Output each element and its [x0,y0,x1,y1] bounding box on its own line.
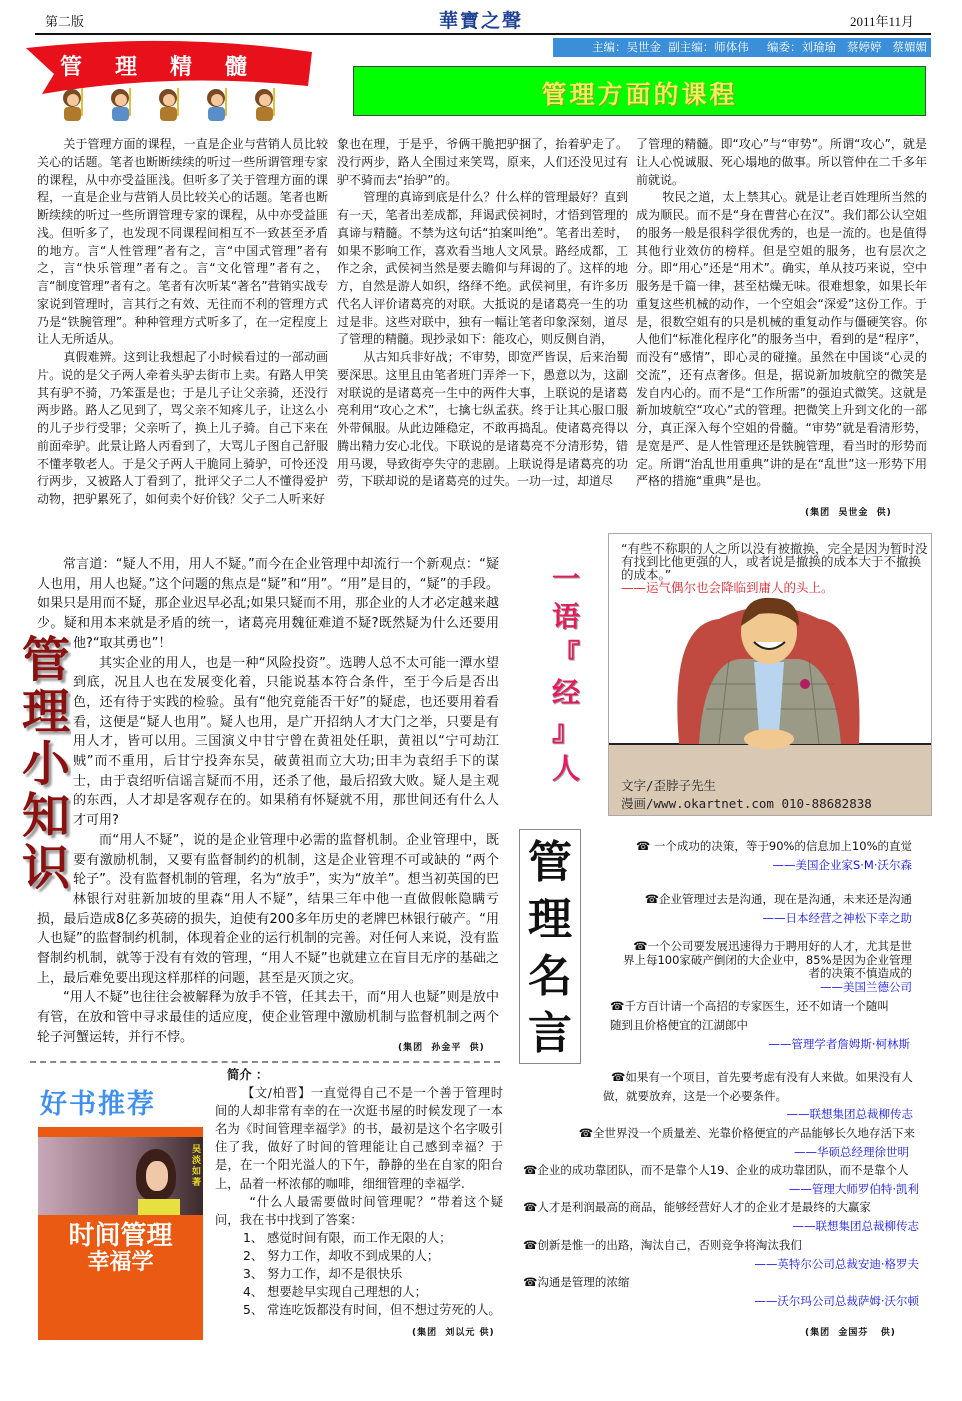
book-cover-image [38,1127,203,1340]
paragraph: 关于管理方面的课程，一直是企业与营销人员比较关心的话题。笔者也断断续续的听过一些所谓管理专家的课程，从中亦受益匪浅。但听多了关于管理方面的课程，一直是企业与营销人员比较关心的话题。笔者也断断续续的听过一些所谓管理专家的课程，从中亦受益匪浅。但听多了，也发现不同课程间相互不一致甚至矛盾的地方。言“人性管理”者有之，言“中国式管理”者有之，言“快乐管理”者有之。言“文化管理”者有之，言“制度管理”者有之。笔者有次听某“著名”营销实战专家说到管理时，言其行之有效、无往而不利的管理方式乃是“铁腕管理”。种种管理方式听多了，在一定程度上让人无所适从。 [37,137,328,347]
article1-column-1 [37,136,328,509]
cover-title-1: 时间管理 [68,1221,173,1251]
quote-text: 如果有一个项目，首先要考虑有没有人来做。如果没有人做，就要放弃，这是一个必要条件。 [603,1070,913,1103]
quote-item [523,1198,919,1235]
cover-sweater [138,1199,180,1215]
quote-author: ——管理大师罗伯特·凯利 [788,1181,919,1196]
article1-column-2 [337,136,628,491]
quote-author: ——美国兰德公司 [820,979,912,994]
quote-item [603,1068,913,1124]
article2-signature: (集团 孙金平 供) [398,1043,485,1053]
paragraph: 常言道：“疑人不用，用人不疑。”而今在企业管理中却流行一个新观点：“疑人也用，用人也疑。”这个问题的焦点是“疑”和“用”。“用”是目的，“疑”的手段。如果只是用而不疑，那企业迟早必乱;如果只疑而不用，那企业的人才必定越来越少。疑和用本来就是矛盾的统一，诸葛亮用魏征难道不疑?既然疑为什么还要用他?“取其勇也”！ [37,557,499,651]
article2 [21,555,499,1048]
quote-item [636,837,912,874]
quote-author: ——华硕总经理徐世明 [794,1144,909,1159]
quote-text: 企业管理过去是沟通，现在是沟通，未来还是沟通 [659,892,912,906]
phone-icon: ☎ [644,892,659,906]
quote-text: 沟通是管理的浓缩 [537,1275,630,1289]
credit-art: 漫画/www.okartnet.com 010-88682838 [621,796,872,811]
quote-author: ——日本经营之神松下幸之助 [762,910,912,925]
title-char: 『 [551,638,580,671]
intro-list-item: 5、 常连吃饭都没有时间，但不想过劳死的人。 [243,1303,501,1318]
quote-item [579,1124,915,1161]
quote-text: 人才是利润最高的商品，能够经营好人才的企业才是最终的大赢家 [537,1200,871,1214]
quote-item [523,1236,919,1273]
title-char: 一 [551,562,580,595]
section-title-management-quotes [519,829,581,1064]
issue-date: 2011年11月 [849,14,914,29]
article-title-scroll [345,62,930,124]
title-char: 名 [528,951,572,1002]
phone-icon: ☎ [523,1163,538,1177]
paragraph: 真假难辨。这到让我想起了小时候看过的一部动画片。说的是父子两人牵着头驴去街市上卖。有路人甲笑其有驴不骑，乃笨蛋是也；于是儿子让父亲骑，还没行两步路。路人乙见到了，骂父亲不知疼儿子，让这么小的儿子步行受罪；父亲听了，换上儿子骑。自己下来在前面牵驴。此景让路人丙看到了，大骂儿子图自己舒服不懂孝敬老人。于是父子两人干脆同上骑驴，可怜还没行两步，又被路人丁看到了，批评父子二人不懂得爱护动物，把驴累死了，如何卖个好价钱？父子二人听来好 [37,350,328,506]
paragraph: “用人不疑”也往往会被解释为放手不管，任其去干，而“用人也疑”则是放中有管，在放和管中寻求最佳的适应度，使企业管理中激励机制与监督机制之两个轮子河蟹运转，并行不悖。 [37,990,499,1045]
paragraph: 管理的真谛到底是什么？什么样的管理最好？直到有一天，笔者出差成都，拜谒武侯祠时，才悟到管理的真谛与精髓。不禁为这句话“拍案叫绝”。笔者出差时，如果不影响工作，喜欢看当地人文风景。路经成都，工作之余，武侯祠当然是要去瞻仰与拜谒的了。这样的地方，自然是游人如织，络绎不绝。武侯祠里，有许多历代名人评价诸葛亮的对联。大抵说的是诸葛亮一生的功过是非。这些对联中，独有一幅让笔者印象深刻，道尽了管理的精髓。现抄录如下：能攻心，则反侧自消， [337,190,628,347]
cover-title-2: 幸福学 [87,1250,154,1275]
phone-icon: ☎ [523,1200,538,1214]
quote-text: 一个公司要发展迅速得力于聘用好的人才，尤其是世界上每100家破产倒闭的大企业中，85%是因为企业管理者的决策不慎造成的 [622,939,912,980]
quote-item [523,1161,919,1198]
quote-text: 千方百计请一个高招的专家医生，还不如请一个随叫随到且价格便宜的江湖郎中 [610,999,889,1032]
paragraph: 象也在理，于是乎，爷俩干脆把驴捆了，抬着驴走了。没行两步，路人全围过来笑骂，原来，人们还没见过有驴不骑而去“抬驴”的。 [337,137,628,187]
phone-icon: ☎ [611,1070,626,1084]
cover-author: 吴淡如 著 [192,1145,202,1188]
paragraph: 牧民之道，太上禁其心。就是让老百姓理所当然的成为顺民。而不是“身在曹营心在汉”。我们都公认空姐的服务一般是很科学很优秀的，也是一流的。也是值得其他行业效仿的榜样。但是空姐的服务，也有层次之分。即“用心”还是“用术”。确实，单从技巧来说，空中服务是千篇一律，甚至枯燥无味。很难想象，如果长年重复这些机械的动作，一个空姐会“深爱”这份工作。于是，很数空姐有的只是机械的重复动作与僵硬笑容。你人他们“标准化程序化”的服务当中，看到的是“程序”，而没有“感情”，即心灵的碰撞。虽然在中国谈“心灵的交流”，还有点奢侈。但是，据说新加坡航空的微笑是发自内心的。而不是“工作所需”的强迫式微笑。这就是新加坡航空“攻心”式的管理。把微笑上升到文化的一部分，真正深入每个空姐的骨髓。“审势”就是看清形势，是宽是严、是人性管理还是铁腕管理，看当时的形势而定。所谓“治乱世用重典”讲的是在“乱世”这一形势下用严格的措施“重典”是也。 [636,190,927,489]
intro-list-item: 1、 感觉时间有限，而工作无限的人； [243,1230,452,1245]
quote-text: 创新是惟一的出路，淘汰自己，否则竞争将淘汰我们 [537,1238,802,1252]
cartoon-quote-text: “有些不称职的人之所以没有被撤换，完全是因为暂时没有找到比他更强的人，或者说是撤换的成本大于不撤换的成本。” [621,541,928,582]
phone-icon: ☎ [633,939,648,953]
quote-author: ——沃尔玛公司总裁萨姆·沃尔顿 [754,1293,919,1308]
quote-item [622,940,912,994]
section-title-book-recommendation: 好书推荐 [40,1089,156,1120]
editors-bar: 主编：吴世金 副主编：师体伟 编委：刘瑜瑜 蔡婷婷 蔡媚媚 [553,38,931,57]
intro-list-item: 3、 努力工作，却不是很快乐 [243,1267,403,1282]
title-char: 语 [551,600,580,633]
cover-face [146,1161,168,1191]
phone-icon: ☎ [635,839,654,853]
quote-text: 全世界没一个质量差、光靠价格便宜的产品能够长久地存活下来 [593,1126,915,1140]
cartoon-image [608,533,932,816]
quote-author: ——美国企业家S·M·沃尔森 [772,857,912,872]
cartoon-quote [621,542,931,594]
title-char: 』 [551,714,580,747]
quote-text: 企业的成功靠团队，而不是靠个人19、企业的成功靠团队，而不是靠个人 [537,1163,909,1177]
banner-label: 管理精髓 [60,54,281,80]
title-char: 管 [528,837,572,888]
quote-item [523,1273,919,1310]
article1-column-3 [636,136,927,491]
credit-text: 文字/歪脖子先生 [621,778,717,793]
quote-author: ——联想集团总裁柳传志 [792,1218,919,1233]
section-title-one-word [548,560,584,788]
scroll-body [353,66,926,116]
article-title: 管理方面的课程 [541,80,738,109]
header-divider [35,33,931,35]
book-intro [215,1066,503,1319]
quote-author: ——英特尔公司总裁安迪·格罗夫 [754,1256,919,1271]
quote-author: ——管理学者詹姆斯·柯林斯 [768,1037,910,1051]
title-char: 言 [528,1008,572,1059]
edition-label: 第二版 [45,14,85,29]
paragraph: 从古知兵非好战；不审势，即宽严皆误，后来治蜀要深思。这里且由笔者班门弄斧一下，愚意以为，这副对联说的是诸葛亮一生中的两件大事，上联说的是诸葛亮利用“攻心之术”，七擒七纵孟获。终于让其心服口服外带佩服。从此边陲稳定，不敢再捣乱。使诸葛亮得以腾出精力安心北伐。下联说的是诸葛亮不分清形势，错用马谡，导致街亭失守的悲剧。上联说得是诸葛亮的功劳，下联却说的是诸葛亮的过失。一功一过，却道尽 [337,350,628,489]
paragraph: 其实企业的用人，也是一种“风险投资”。选聘人总不太可能一潭水望到底，况且人也在发展变化着，只能说基本符合条件，至于今后是否出色，还有待于实践的检验。虽有“他究竟能否干好”的疑虑，也还要用着看看，这便是“疑人也用”。疑人也用，是广开招纳人才大门之举，只要是有用人才，皆可以用。三国演义中甘宁曾在黄祖处任职，黄祖以“宁可劫江贼”而不重用，后甘宁投奔东吴，破黄祖而立大功;田丰为袁绍手下的谋士，由于袁绍听信谣言疑而不用，还杀了他，最后招致大败。疑人是主观的东西，人才却是客观存在的。如果稍有怀疑就不用，那世间还有什么人才可用? [73,655,499,829]
intro-list-item: 4、 想要趁早实现自己理想的人； [243,1285,427,1300]
paragraph: 了管理的精髓。即“攻心”与“审势”。所谓“攻心”，就是让人心悦诚服、死心塌地的做事。所以管仲在二千多年前就说。 [636,137,927,187]
cartoon-punchline: ——运气偶尔也会降临到庸人的头上。 [621,580,834,595]
book-signature: (集团 刘以元 供) [412,1328,495,1338]
quote-item [645,890,912,927]
phone-icon: ☎ [578,1126,593,1140]
quote-item [610,997,910,1054]
newsletter-title: 華寶之聲 [438,10,523,32]
quote-text: 一个成功的决策，等于90%的信息加上10%的直觉 [653,839,912,853]
section-divider [30,1061,500,1063]
quotes-signature: (集团 金国芬 供) [805,1328,896,1338]
intro-list-item: 2、 努力工作，却收不到成果的人； [243,1248,440,1263]
article1-signature: (集团 吴世金 供) [805,508,892,518]
marching-figures-icon [63,88,274,121]
paragraph: 而“用人不疑”，说的是企业管理中必需的监督机制。企业管理中，既要有激励机制，又要有监督制约的机制，这是企业管理不可或缺的 “两个轮子”。没有监督机制的管理，名为“放手”，实为“放羊”。想当初英国的巴林银行对驻新加坡的里森“用人不疑”，结果三年中他一直做假帐隐瞒亏损，最后造成8亿多英磅的损失，迫使有200多年历史的老牌巴林银行破产。“用人也疑”的监督制约机制，体现着企业的运行机制的完善。对任何人来说，没有监督制约机制，就等于没有有效的管理，“用人不疑”也就建立在盲目无序的基础之上，最后难免要出现这样那样的问题，甚至是灭顶之灾。 [37,832,499,986]
phone-icon: ☎ [523,1238,538,1252]
intro-paragraph: 【文/柏晋】一直觉得自己不是一个善于管理时间的人却非常有幸的在一次逛书屋的时候发现了一本名为《时间管理幸福学》的书，最初是这个名字吸引住了我，做好了时间的管理能让自己感到幸福？于是，在一个阳光溢人的下午，静静的坐在自家的阳台上，品着一杯浓郁的咖啡，细细管理的幸福学. [215,1086,503,1191]
phone-icon: ☎ [610,999,625,1013]
phone-icon: ☎ [523,1275,538,1289]
cartoon-credits [621,777,872,813]
banner-ribbon-graphic [22,38,317,130]
title-char: 经 [551,676,580,709]
title-char: 理 [528,894,572,945]
intro-paragraph: “什么人最需要做时间管理呢？”带着这个疑问，我在书中找到了答案： [215,1194,503,1227]
intro-label: 简介 ： [227,1068,269,1082]
quote-author: ——联想集团总裁柳传志 [786,1107,913,1121]
title-char: 人 [551,752,580,785]
side-title-management-tips: 管理小知识 [21,634,70,896]
